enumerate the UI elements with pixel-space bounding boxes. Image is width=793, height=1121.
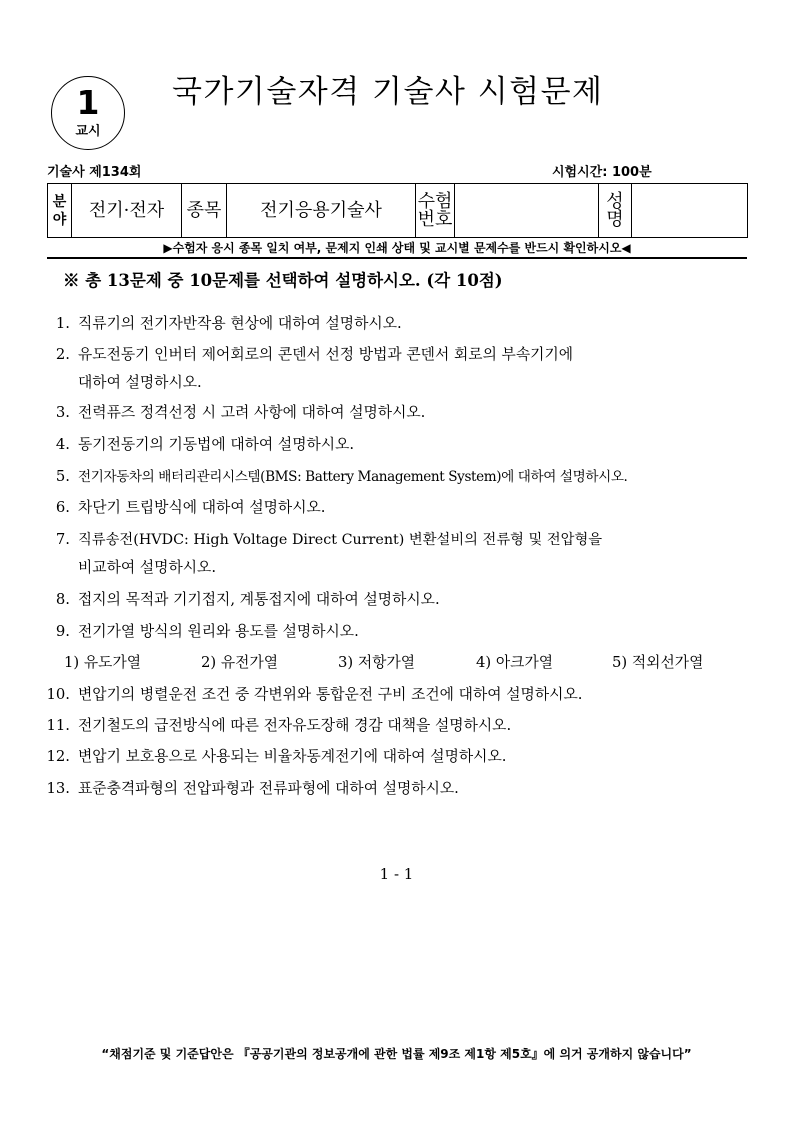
session-badge [51,76,125,150]
question-number: 6. [55,499,70,516]
exam-round: 기술사 제134회 [47,165,142,180]
question-text: 접지의 목적과 기기접지, 계통접지에 대하여 설명하시오. [78,591,440,608]
option-item: 2) 유전가열 [201,654,279,671]
category-value: 전기응용기술사 [227,184,416,238]
name-label: 성 명 [599,184,632,238]
question-text: 직류기의 전기자반작용 현상에 대하여 설명하시오. [78,315,402,332]
question-number: 13. [46,780,70,797]
question-number: 9. [55,623,70,640]
exam-info-table [47,183,748,238]
question-text: 전력퓨즈 정격선정 시 고려 사항에 대하여 설명하시오. [78,404,426,421]
question-number: 3. [55,404,70,421]
question-text-continued: 비교하여 설명하시오. [78,559,217,576]
question-text: 차단기 트립방식에 대하여 설명하시오. [78,499,326,516]
option-item: 3) 저항가열 [338,654,416,671]
question-text: 전기자동차의 배터리관리시스템(BMS: Battery Management System)에 대하여 설명하시오. [78,469,628,485]
exam-time: 시험시간: 100분 [552,165,652,180]
divider-line [47,257,747,259]
footer-disclaimer: “채점기준 및 기준답안은 『공공기관의 정보공개에 관한 법률 제9조 제1항 제5호』에 의거 공개하지 않습니다” [101,1047,692,1061]
question-number: 1. [55,315,70,332]
exam-number-label: 수험 번호 [416,184,455,238]
page-number: 1 - 1 [379,865,414,883]
name-field[interactable] [632,184,748,238]
question-number: 7. [55,531,70,548]
session-label: 교시 [75,124,101,139]
question-text: 변압기 보호용으로 사용되는 비율차동계전기에 대하여 설명하시오. [78,748,507,765]
question-text: 변압기의 병렬운전 조건 중 각변위와 통합운전 구비 조건에 대하여 설명하시오. [78,686,583,703]
question-text: 유도전동기 인버터 제어회로의 콘덴서 선정 방법과 콘덴서 회로의 부속기기에 [78,346,574,363]
question-number: 2. [55,346,70,363]
option-item: 4) 아크가열 [476,654,554,671]
question-number: 4. [55,436,70,453]
session-number: 1 [76,83,100,122]
option-item: 1) 유도가열 [64,654,142,671]
field-value: 전기·전자 [72,184,182,238]
question-text: 전기철도의 급전방식에 따른 전자유도장해 경감 대책을 설명하시오. [78,717,512,734]
question-number: 10. [46,686,70,703]
field-label: 분 야 [48,184,72,238]
question-number: 8. [55,591,70,608]
question-number: 11. [46,717,70,734]
question-number: 5. [55,468,70,485]
instructions: ※ 총 13문제 중 10문제를 선택하여 설명하시오. (각 10점) [63,271,503,290]
question-text-continued: 대하여 설명하시오. [78,374,202,391]
question-text: 전기가열 방식의 원리와 용도를 설명하시오. [78,623,359,640]
page-title: 국가기술자격 기술사 시험문제 [172,74,604,110]
option-item: 5) 적외선가열 [612,654,704,671]
question-number: 12. [46,748,70,765]
notice-text: ▶수험자 응시 종목 일치 여부, 문제지 인쇄 상태 및 교시별 문제수를 반드시 확인하시오◀ [163,241,631,255]
question-text: 직류송전(HVDC: High Voltage Direct Current) 변환설비의 전류형 및 전압형을 [78,532,603,548]
question-text: 동기전동기의 기동법에 대하여 설명하시오. [78,436,355,453]
category-label: 종목 [182,184,227,238]
exam-number-field[interactable] [455,184,599,238]
question-text: 표준충격파형의 전압파형과 전류파형에 대하여 설명하시오. [78,780,459,797]
